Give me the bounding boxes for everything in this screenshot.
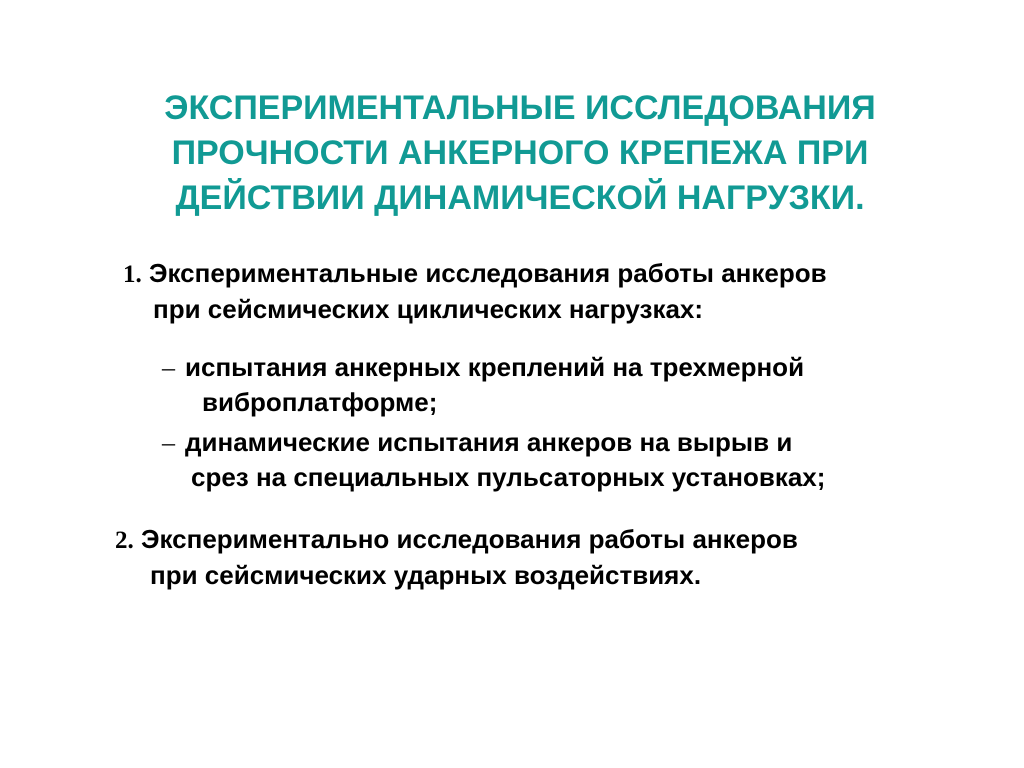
list-number: 1. [123, 261, 142, 288]
sub-item-line [162, 350, 804, 385]
sub-item-line [162, 425, 825, 460]
sub-item-text: срез на специальных пульсаторных установках; [191, 462, 826, 492]
list-item-text: Экспериментально исследования работы анкеров [140, 524, 798, 554]
dash-marker: – [162, 353, 175, 382]
sub-item-2 [162, 425, 825, 494]
sub-item-text: динамические испытания анкеров на вырыв и [185, 427, 793, 457]
list-item-text: при сейсмических ударных воздействиях. [150, 560, 702, 590]
title-line: ПРОЧНОСТИ АНКЕРНОГО КРЕПЕЖА ПРИ [171, 134, 869, 172]
title-line: ДЕЙСТВИИ ДИНАМИЧЕСКОЙ НАГРУЗКИ. [175, 179, 865, 217]
list-item-line [123, 256, 827, 292]
list-item-1 [123, 256, 827, 326]
slide-title [90, 86, 950, 221]
list-item-line [115, 522, 798, 558]
title-line: ЭКСПЕРИМЕНТАЛЬНЫЕ ИССЛЕДОВАНИЯ [164, 89, 876, 127]
sub-item-1 [162, 350, 804, 419]
list-item-text: при сейсмических циклических нагрузках: [153, 294, 704, 324]
list-item-text: Экспериментальные исследования работы анкеров [148, 258, 827, 288]
list-number: 2. [115, 527, 134, 554]
dash-marker: – [162, 428, 175, 457]
list-item-2 [115, 522, 798, 592]
sub-item-text: виброплатформе; [202, 387, 438, 417]
sub-item-text: испытания анкерных креплений на трехмерной [185, 352, 805, 382]
